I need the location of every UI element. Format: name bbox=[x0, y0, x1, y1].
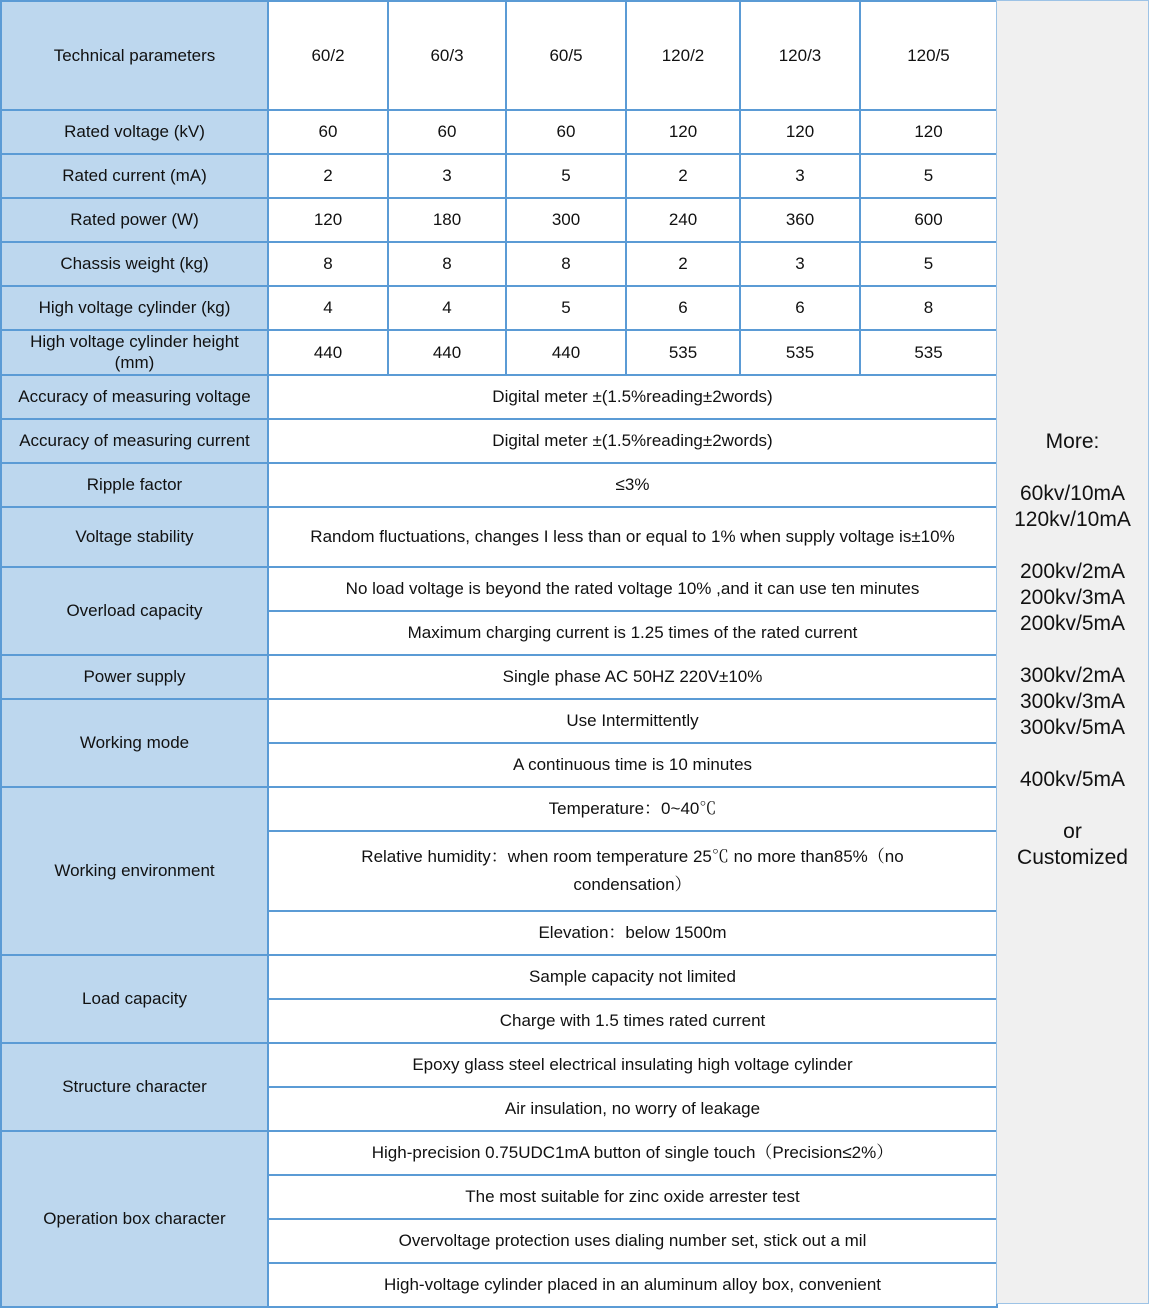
row-label: Accuracy of measuring current bbox=[1, 419, 268, 463]
cell-value: 440 bbox=[268, 330, 388, 375]
model-header: 60/3 bbox=[388, 1, 506, 110]
spec-value: Overvoltage protection uses dialing number set, stick out a mil bbox=[268, 1219, 997, 1263]
spec-value: High-voltage cylinder placed in an aluminum alloy box, convenient bbox=[268, 1263, 997, 1307]
cell-value: 2 bbox=[626, 242, 740, 286]
spec-value: Random fluctuations, changes I less than or equal to 1% when supply voltage is±10% bbox=[268, 507, 997, 567]
row-label: Ripple factor bbox=[1, 463, 268, 507]
cell-value: 360 bbox=[740, 198, 860, 242]
row-label: Power supply bbox=[1, 655, 268, 699]
cell-value: 535 bbox=[740, 330, 860, 375]
model-header: 60/2 bbox=[268, 1, 388, 110]
cell-value: 3 bbox=[740, 242, 860, 286]
spec-value: A continuous time is 10 minutes bbox=[268, 743, 997, 787]
cell-value: 8 bbox=[388, 242, 506, 286]
cell-value: 120 bbox=[626, 110, 740, 154]
cell-value: 440 bbox=[388, 330, 506, 375]
row-label: Load capacity bbox=[1, 955, 268, 1043]
spec-value: ≤3% bbox=[268, 463, 997, 507]
table-row bbox=[1, 655, 997, 699]
table-row bbox=[1, 787, 997, 831]
cell-value: 3 bbox=[740, 154, 860, 198]
header-label: Technical parameters bbox=[1, 1, 268, 110]
cell-value: 535 bbox=[860, 330, 997, 375]
spec-value: Single phase AC 50HZ 220V±10% bbox=[268, 655, 997, 699]
cell-value: 120 bbox=[740, 110, 860, 154]
row-label: Working mode bbox=[1, 699, 268, 787]
row-label: Rated voltage (kV) bbox=[1, 110, 268, 154]
table-row bbox=[1, 330, 997, 375]
row-label: High voltage cylinder height (mm) bbox=[1, 330, 268, 375]
table-row bbox=[1, 286, 997, 330]
option-item: 200kv/2mA bbox=[1019, 560, 1126, 583]
cell-value: 2 bbox=[268, 154, 388, 198]
spec-value: Air insulation, no worry of leakage bbox=[268, 1087, 997, 1131]
cell-value: 180 bbox=[388, 198, 506, 242]
table-row bbox=[1, 1131, 997, 1175]
cell-value: 60 bbox=[268, 110, 388, 154]
cell-value: 60 bbox=[506, 110, 626, 154]
table-row bbox=[1, 463, 997, 507]
customized-text: Customized bbox=[1017, 846, 1128, 869]
cell-value: 5 bbox=[860, 154, 997, 198]
option-item: 300kv/3mA bbox=[1019, 690, 1126, 713]
cell-value: 5 bbox=[506, 286, 626, 330]
cell-value: 6 bbox=[626, 286, 740, 330]
table-row bbox=[1, 1043, 997, 1087]
spec-value: No load voltage is beyond the rated voltage 10% ,and it can use ten minutes bbox=[268, 567, 997, 611]
table-row bbox=[1, 375, 997, 419]
row-label: Chassis weight (kg) bbox=[1, 242, 268, 286]
model-header: 120/2 bbox=[626, 1, 740, 110]
option-item: 300kv/2mA bbox=[1019, 664, 1126, 687]
cell-value: 4 bbox=[388, 286, 506, 330]
table-row bbox=[1, 110, 997, 154]
spec-value: High-precision 0.75UDC1mA button of single touch（Precision≤2%） bbox=[268, 1131, 997, 1175]
cell-value: 3 bbox=[388, 154, 506, 198]
spec-value: Sample capacity not limited bbox=[268, 955, 997, 999]
spec-value: Epoxy glass steel electrical insulating high voltage cylinder bbox=[268, 1043, 997, 1087]
cell-value: 60 bbox=[388, 110, 506, 154]
model-header: 60/5 bbox=[506, 1, 626, 110]
or-text: or bbox=[1063, 820, 1082, 843]
header-row bbox=[1, 1, 997, 110]
cell-value: 5 bbox=[506, 154, 626, 198]
table-row bbox=[1, 198, 997, 242]
option-item: 400kv/5mA bbox=[1019, 768, 1126, 791]
option-item: 300kv/5mA bbox=[1019, 716, 1126, 739]
spec-value: Maximum charging current is 1.25 times of the rated current bbox=[268, 611, 997, 655]
spec-value: Digital meter ±(1.5%reading±2words) bbox=[268, 419, 997, 463]
table-row bbox=[1, 699, 997, 743]
cell-value: 5 bbox=[860, 242, 997, 286]
option-item: 60kv/10mA bbox=[1019, 482, 1126, 505]
cell-value: 300 bbox=[506, 198, 626, 242]
option-item: 200kv/5mA bbox=[1019, 612, 1126, 635]
cell-value: 8 bbox=[268, 242, 388, 286]
table-row bbox=[1, 242, 997, 286]
cell-value: 120 bbox=[268, 198, 388, 242]
row-label: Overload capacity bbox=[1, 567, 268, 655]
row-label: High voltage cylinder (kg) bbox=[1, 286, 268, 330]
cell-value: 8 bbox=[860, 286, 997, 330]
more-options-list bbox=[997, 429, 1148, 871]
spec-value: Charge with 1.5 times rated current bbox=[268, 999, 997, 1043]
table-row bbox=[1, 567, 997, 611]
row-label: Voltage stability bbox=[1, 507, 268, 567]
model-header: 120/5 bbox=[860, 1, 997, 110]
spec-value: Elevation：below 1500m bbox=[268, 911, 997, 955]
spec-value: Use Intermittently bbox=[268, 699, 997, 743]
more-title: More: bbox=[1045, 430, 1100, 453]
spec-value: Digital meter ±(1.5%reading±2words) bbox=[268, 375, 997, 419]
table-row bbox=[1, 507, 997, 567]
table-row bbox=[1, 955, 997, 999]
row-label: Working environment bbox=[1, 787, 268, 955]
cell-value: 6 bbox=[740, 286, 860, 330]
cell-value: 240 bbox=[626, 198, 740, 242]
cell-value: 600 bbox=[860, 198, 997, 242]
spec-value: Temperature：0~40℃ bbox=[268, 787, 997, 831]
cell-value: 8 bbox=[506, 242, 626, 286]
row-label: Operation box character bbox=[1, 1131, 268, 1307]
more-options-panel bbox=[996, 0, 1149, 1304]
row-label: Accuracy of measuring voltage bbox=[1, 375, 268, 419]
cell-value: 535 bbox=[626, 330, 740, 375]
row-label: Rated current (mA) bbox=[1, 154, 268, 198]
cell-value: 440 bbox=[506, 330, 626, 375]
option-item: 200kv/3mA bbox=[1019, 586, 1126, 609]
table-row bbox=[1, 419, 997, 463]
cell-value: 4 bbox=[268, 286, 388, 330]
cell-value: 120 bbox=[860, 110, 997, 154]
cell-value: 2 bbox=[626, 154, 740, 198]
model-header: 120/3 bbox=[740, 1, 860, 110]
option-item: 120kv/10mA bbox=[1014, 508, 1131, 531]
table-row bbox=[1, 154, 997, 198]
spec-value: The most suitable for zinc oxide arrester test bbox=[268, 1175, 997, 1219]
row-label: Rated power (W) bbox=[1, 198, 268, 242]
spec-value: Relative humidity：when room temperature 25℃ no more than85%（no condensation） bbox=[268, 831, 997, 911]
row-label: Structure character bbox=[1, 1043, 268, 1131]
